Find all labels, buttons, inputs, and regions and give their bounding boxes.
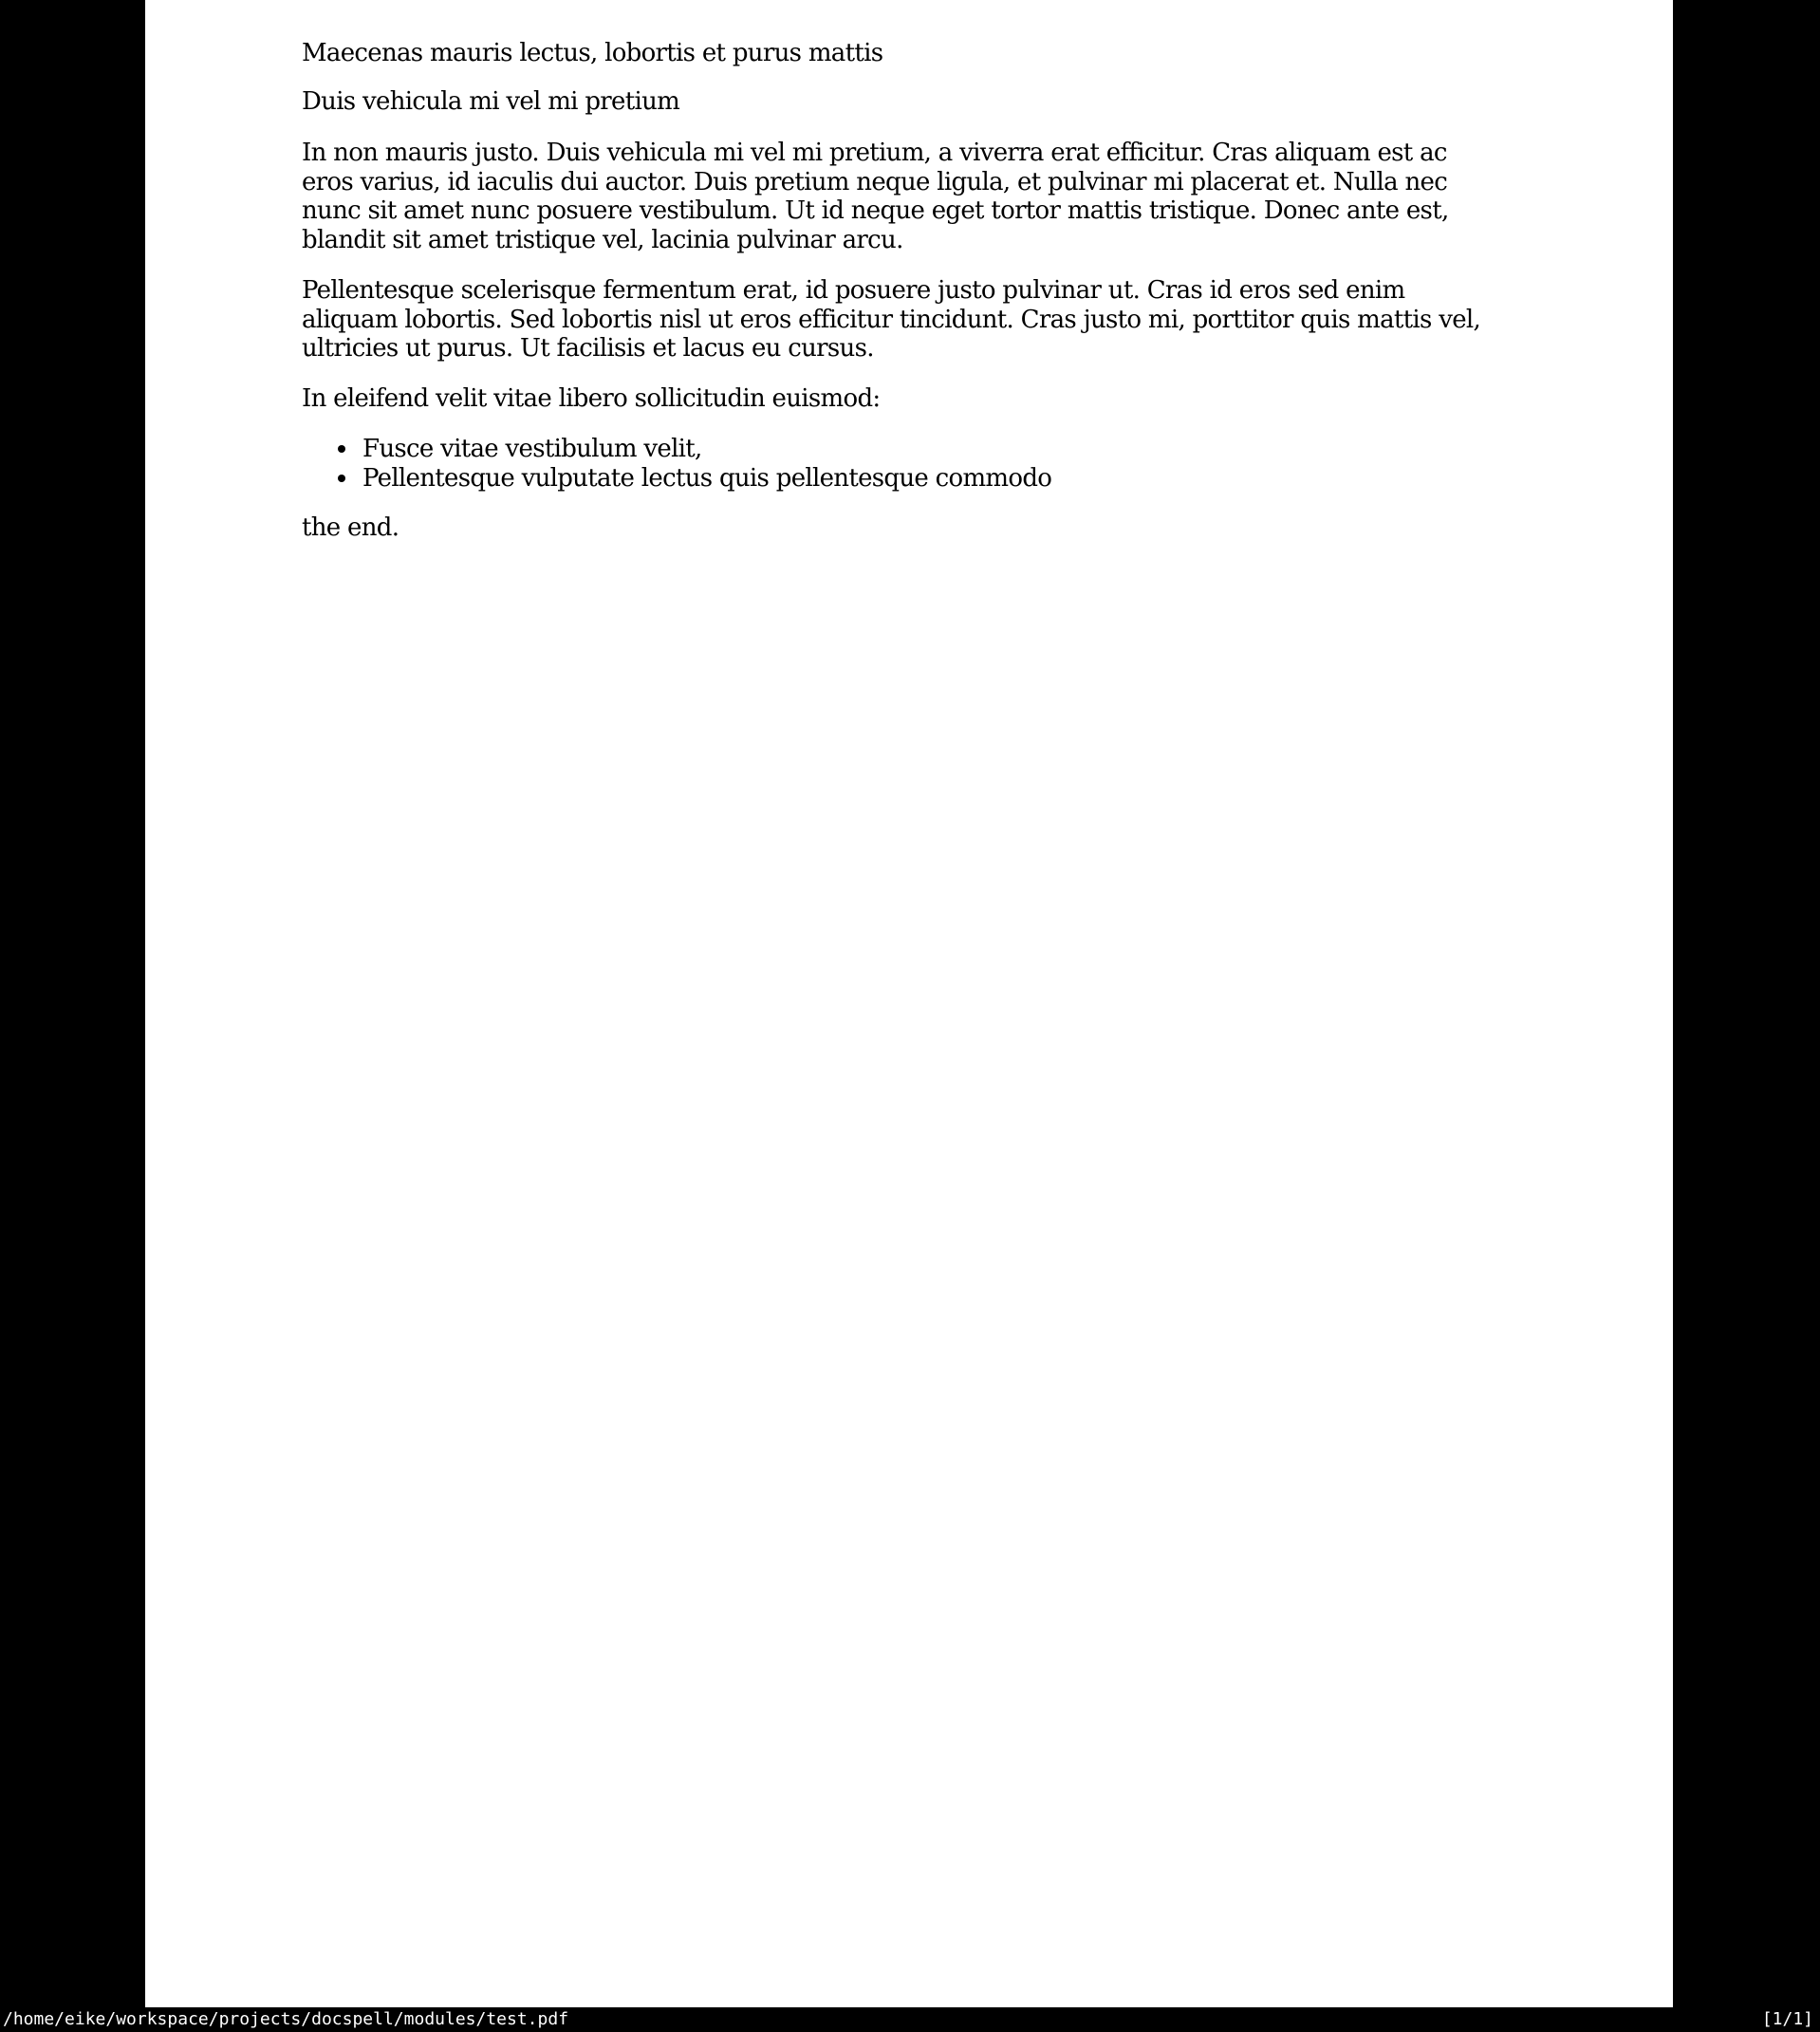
paragraph-1-line: blandit sit amet tristique vel, lacinia pulvinar arcu. — [302, 225, 903, 254]
doc-heading-1: Maecenas mauris lectus, lobortis et purus mattis — [302, 39, 883, 67]
paragraph-3: In eleifend velit vitae libero sollicitudin euismod: — [302, 383, 881, 413]
list-item-text: Pellentesque vulputate lectus quis pellentesque commodo — [362, 463, 1052, 493]
pdf-page — [145, 0, 1673, 2007]
bullet-icon — [338, 475, 345, 482]
doc-heading-2: Duis vehicula mi vel mi pretium — [302, 86, 680, 116]
paragraph-2-line: ultricies ut purus. Ut facilisis et lacus eu cursus. — [302, 334, 874, 363]
paragraph-1-line: In non mauris justo. Duis vehicula mi vel mi pretium, a viverra erat efficitur. Cras aliquam est ac — [302, 139, 1447, 167]
paragraph-1-line: eros varius, id iaculis dui auctor. Duis pretium neque ligula, et pulvinar mi placerat et. Nulla nec — [302, 167, 1448, 196]
bullet-icon — [338, 445, 345, 453]
list-item — [302, 464, 1526, 494]
bullet-list — [302, 435, 1526, 493]
paragraph-1 — [302, 139, 1526, 254]
paragraph-1-line: nunc sit amet nunc posuere vestibulum. Ut id neque eget tortor mattis tristique. Donec ante est, — [302, 196, 1449, 225]
document-content — [302, 39, 1526, 565]
statusbar-filepath: /home/eike/workspace/projects/docspell/modules/test.pdf — [3, 2009, 569, 2029]
statusbar-page-indicator: [1/1] — [1761, 2009, 1813, 2029]
paragraph-2-line: Pellentesque scelerisque fermentum erat, id posuere justo pulvinar ut. Cras id eros sed enim — [302, 276, 1405, 305]
list-item — [302, 435, 1526, 464]
paragraph-2 — [302, 276, 1526, 364]
closing-text: the end. — [302, 513, 399, 542]
paragraph-2-line: aliquam lobortis. Sed lobortis nisl ut eros efficitur tincidunt. Cras justo mi, porttitor quis mattis vel, — [302, 305, 1481, 334]
list-item-text: Fusce vitae vestibulum velit, — [362, 435, 702, 463]
statusbar — [0, 2007, 1820, 2032]
